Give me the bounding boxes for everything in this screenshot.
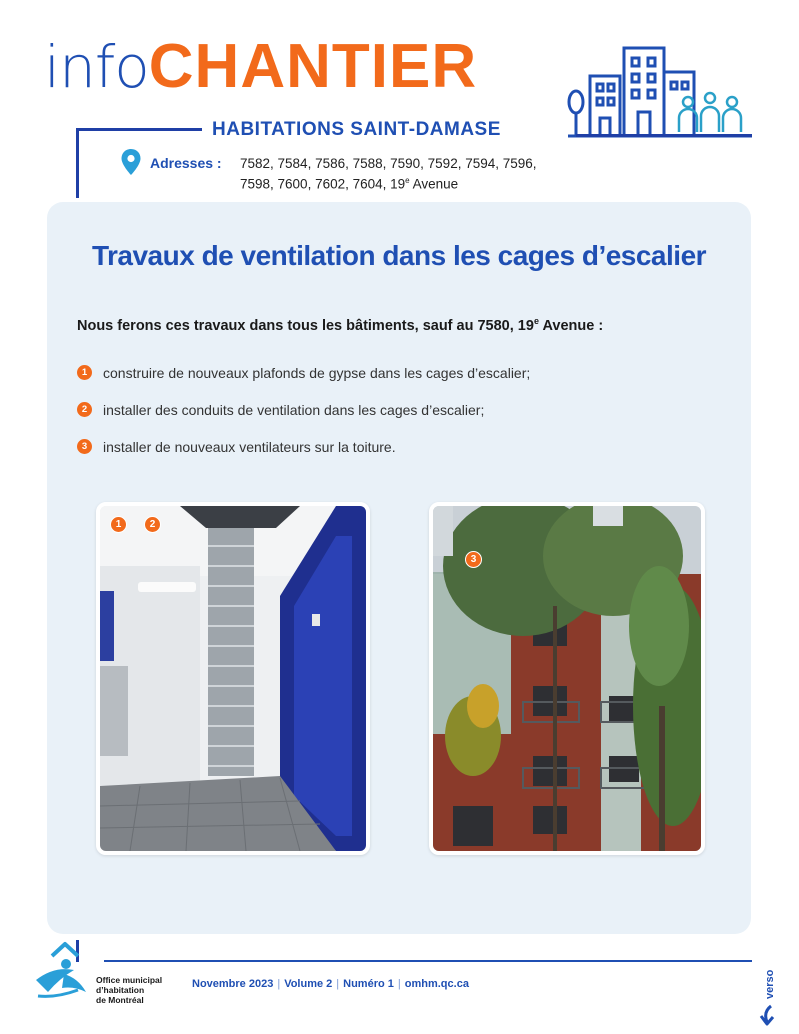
stairwell-photo [96,502,370,855]
list-item [77,391,530,428]
footer-divider [104,960,752,962]
address-label: Adresses : [150,155,222,171]
list-item [77,428,530,465]
header-frame-vertical [76,128,79,198]
work-list [77,354,530,465]
photo-marker: 2 [144,516,161,533]
content-panel [47,202,751,934]
page-title: Travaux de ventilation dans les cages d’escalier [91,240,707,271]
website-link[interactable]: omhm.qc.ca [404,978,469,990]
project-subtitle: HABITATIONS SAINT-DAMASE [212,119,501,140]
header-frame-horizontal [76,128,202,131]
building-exterior-photo [429,502,705,855]
list-item-text: construire de nouveaux plafonds de gypse dans les cages d’escalier; [103,364,531,381]
organization-name: Office municipal d’habitation de Montréal [96,975,163,1005]
location-pin-icon [120,148,142,176]
list-item [77,354,530,391]
list-item-text: installer de nouveaux ventilateurs sur la toiture. [103,438,396,455]
brand-prefix: info [44,33,149,101]
issue-info: Novembre 2023 | Volume 2 | Numéro 1 | omhm.qc.ca [192,978,469,990]
list-item-text: installer des conduits de ventilation dans les cages d’escalier; [103,401,485,418]
photo-marker: 1 [110,516,127,533]
address-line-1: 7582, 7584, 7586, 7588, 7590, 7592, 7594, 7596, [240,156,537,171]
step-number-badge: 3 [77,439,92,454]
building-skyline-icon [560,42,756,138]
step-number-badge: 2 [77,402,92,417]
brand-main: CHANTIER [148,32,478,101]
address-list [240,155,600,193]
address-line-2: 7598, 7600, 7602, 7604, 19e Avenue [240,176,459,192]
issue-date: Novembre 2023 [192,978,274,990]
step-number-badge: 1 [77,365,92,380]
photo-marker: 3 [465,551,482,568]
header-underline-right [576,134,752,137]
masthead [44,32,478,101]
omhm-logo-icon [34,940,96,1006]
issue-number: Numéro 1 [343,978,394,990]
verso-label[interactable]: verso [764,969,776,999]
issue-volume: Volume 2 [284,978,333,990]
intro-text: Nous ferons ces travaux dans tous les bâtiments, sauf au 7580, 19e Avenue : [77,316,604,334]
